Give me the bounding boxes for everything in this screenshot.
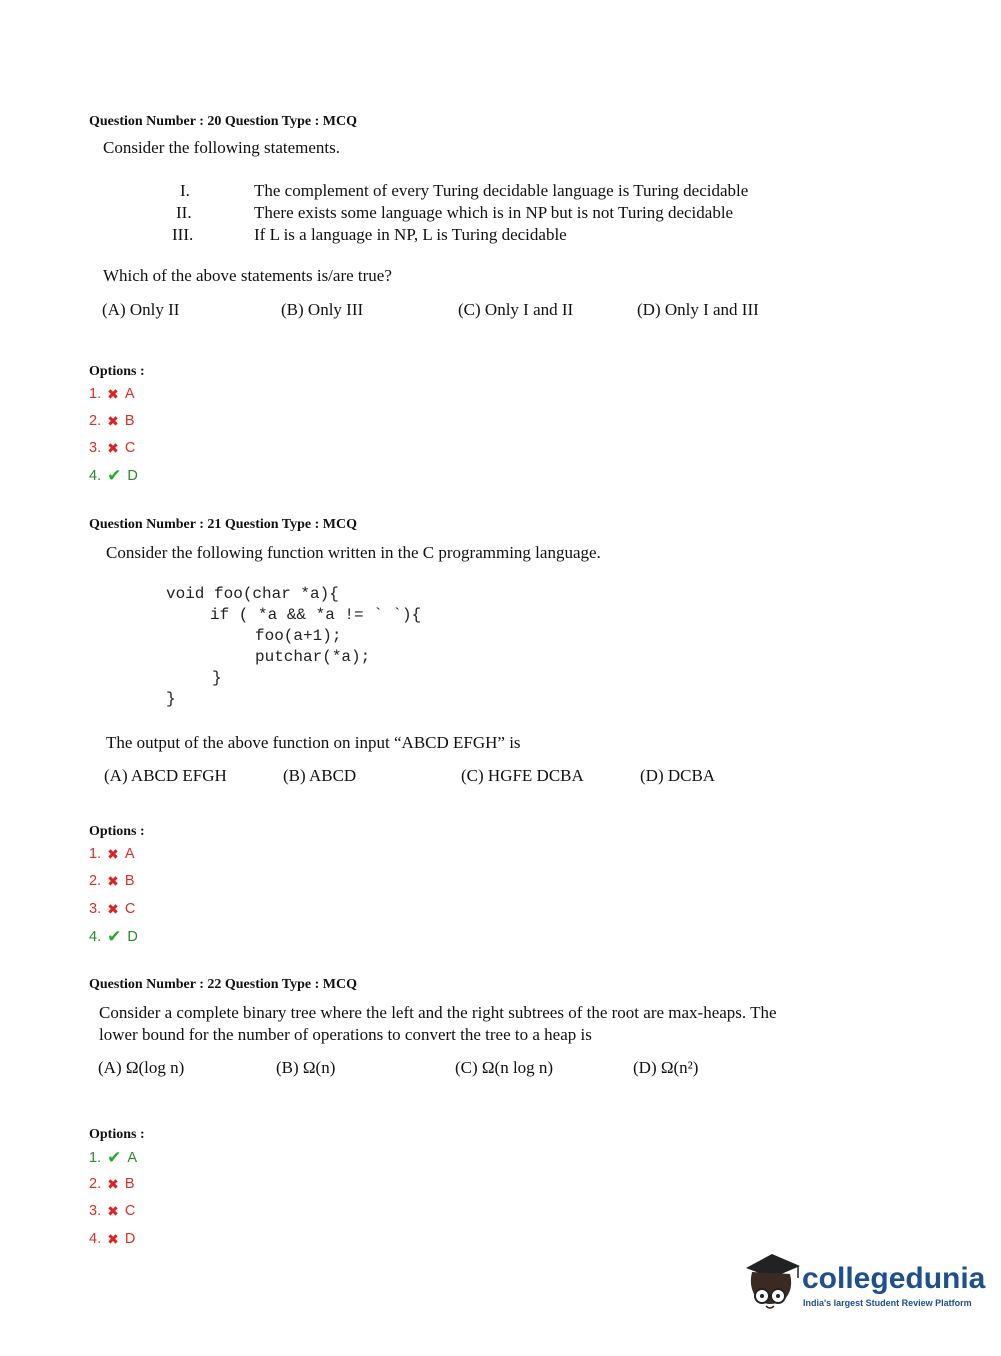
option-letter: B — [124, 413, 135, 429]
statement-text: There exists some language which is in NP but is not Turing decidable — [254, 203, 734, 222]
option-row — [89, 386, 135, 402]
question-21-prompt: The output of the above function on input “ABCD EFGH” is — [106, 733, 521, 752]
question-22-intro: lower bound for the number of operations to convert the tree to a heap is — [99, 1025, 592, 1044]
logo-wordmark: collegedunia — [802, 1262, 986, 1295]
cross-mark-icon: ✖ — [107, 440, 119, 456]
choice-d: (D) Ω(n²) — [633, 1058, 699, 1077]
option-row — [89, 1149, 137, 1166]
option-number: 2. — [89, 873, 102, 889]
choice-b: (B) ABCD — [283, 766, 357, 785]
option-row — [89, 413, 135, 429]
choice-a: (A) ABCD EFGH — [104, 766, 227, 785]
option-row — [89, 928, 138, 945]
code-line: void foo(char *a){ — [166, 585, 339, 603]
question-20-prompt: Which of the above statements is/are true? — [103, 266, 392, 285]
options-label: Options : — [89, 1127, 145, 1142]
option-letter: D — [127, 467, 138, 484]
option-letter: A — [124, 386, 135, 402]
option-letter: D — [124, 1231, 136, 1247]
statement-text: If L is a language in NP, L is Turing decidable — [254, 225, 567, 244]
option-row — [89, 901, 135, 917]
check-mark-icon: ✔ — [107, 466, 122, 485]
choice-d: (D) Only I and III — [637, 300, 759, 319]
cross-mark-icon: ✖ — [107, 846, 119, 862]
choice-a: (A) Only II — [102, 300, 180, 319]
code-line: } — [212, 669, 222, 687]
choice-d: (D) DCBA — [640, 766, 716, 785]
question-20-header: Question Number : 20 Question Type : MCQ — [89, 114, 357, 129]
question-20-intro: Consider the following statements. — [103, 138, 341, 157]
option-number: 4. — [89, 928, 102, 945]
choice-b: (B) Only III — [281, 300, 364, 319]
code-line: } — [166, 690, 176, 708]
option-number: 1. — [89, 1149, 102, 1166]
choice-c: (C) Only I and II — [458, 300, 574, 319]
option-row — [89, 440, 135, 456]
statement-number: III. — [172, 225, 194, 244]
cross-mark-icon: ✖ — [107, 873, 119, 889]
choice-c: (C) Ω(n log n) — [455, 1058, 554, 1077]
option-row — [89, 1176, 135, 1192]
option-number: 2. — [89, 413, 102, 429]
statement-number: II. — [176, 203, 192, 222]
cross-mark-icon: ✖ — [107, 1231, 119, 1247]
option-number: 3. — [89, 1203, 102, 1219]
question-21-intro: Consider the following function written in the C programming language. — [106, 543, 601, 562]
option-letter: A — [127, 1149, 138, 1166]
cross-mark-icon: ✖ — [107, 413, 119, 429]
logo-tagline: India's largest Student Review Platform — [803, 1298, 972, 1308]
option-letter: C — [124, 440, 136, 456]
statement-text: The complement of every Turing decidable language is Turing decidable — [254, 181, 749, 200]
question-22-intro: Consider a complete binary tree where the left and the right subtrees of the root are max-heaps. The — [99, 1003, 777, 1022]
choice-a: (A) Ω(log n) — [98, 1058, 185, 1077]
statement-number: I. — [180, 181, 190, 200]
option-letter: A — [124, 846, 135, 862]
option-row — [89, 873, 135, 889]
code-line: putchar(*a); — [255, 648, 371, 666]
choice-c: (C) HGFE DCBA — [461, 766, 584, 785]
code-line: if ( *a && *a != ` `){ — [210, 606, 422, 624]
cross-mark-icon: ✖ — [107, 1176, 119, 1192]
option-letter: B — [124, 873, 135, 889]
choice-b: (B) Ω(n) — [276, 1058, 336, 1077]
collegedunia-mascot-icon — [742, 1248, 802, 1312]
code-line: foo(a+1); — [255, 627, 342, 645]
check-mark-icon: ✔ — [107, 927, 122, 946]
option-letter: C — [124, 901, 136, 917]
option-number: 4. — [89, 467, 102, 484]
option-row — [89, 1231, 135, 1247]
options-label: Options : — [89, 364, 145, 379]
option-letter: B — [124, 1176, 135, 1192]
option-row — [89, 846, 135, 862]
option-row — [89, 1203, 135, 1219]
question-21-header: Question Number : 21 Question Type : MCQ — [89, 517, 357, 532]
option-letter: C — [124, 1203, 136, 1219]
option-letter: D — [127, 928, 138, 945]
cross-mark-icon: ✖ — [107, 1203, 119, 1219]
cross-mark-icon: ✖ — [107, 386, 119, 402]
options-label: Options : — [89, 824, 145, 839]
option-number: 4. — [89, 1231, 102, 1247]
cross-mark-icon: ✖ — [107, 901, 119, 917]
option-number: 3. — [89, 901, 102, 917]
option-number: 1. — [89, 846, 102, 862]
option-number: 3. — [89, 440, 102, 456]
option-number: 1. — [89, 386, 102, 402]
question-22-header: Question Number : 22 Question Type : MCQ — [89, 977, 357, 992]
check-mark-icon: ✔ — [107, 1148, 122, 1167]
option-number: 2. — [89, 1176, 102, 1192]
option-row — [89, 467, 138, 484]
